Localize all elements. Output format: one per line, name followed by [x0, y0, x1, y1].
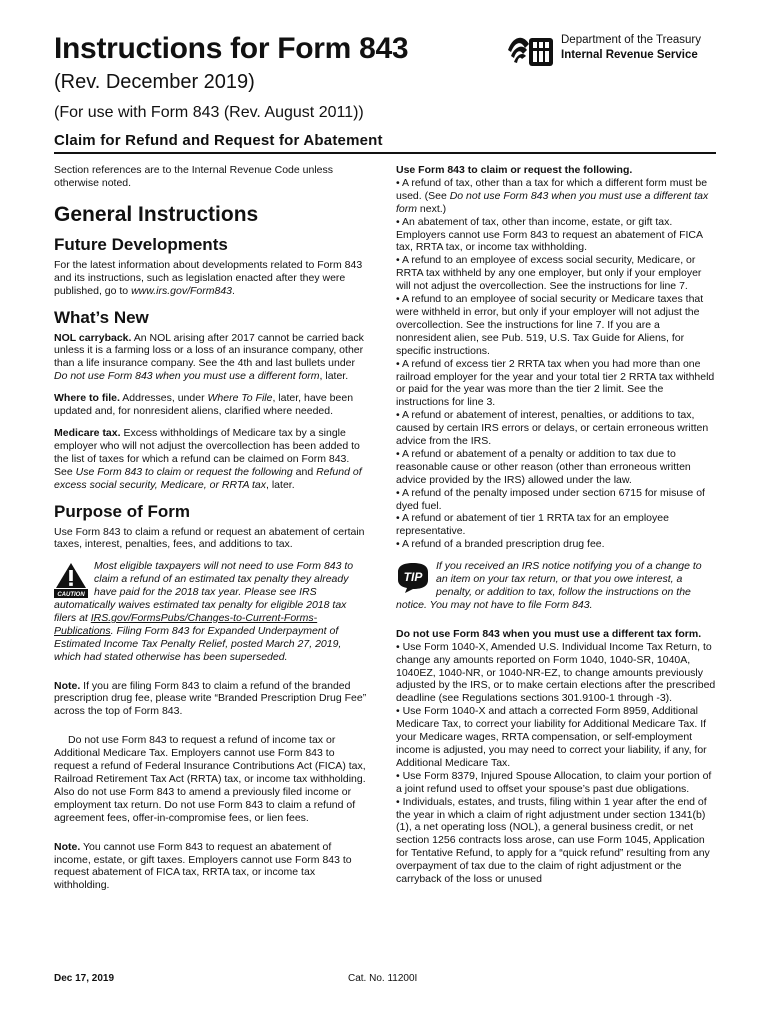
medicare-label: Medicare tax.: [54, 426, 121, 439]
note-abatement: Note. You cannot use Form 843 to request an abatement of income, estate, or gift taxes. Employers cannot use Form 843 to request abatement of FICA tax, RRTA tax, or income tax withholding.: [54, 840, 352, 892]
list-item: • An abatement of tax, other than income, estate, or gift tax. Employers cannot use Form 843 to request an abatement of FICA tax, RRTA tax, or income tax withholding.: [396, 215, 703, 254]
changes-to-forms-link[interactable]: IRS.gov/FormsPubs/Changes-to-Current-Forms-Publications: [54, 611, 318, 637]
note-branded-drug-fee: Note. If you are filing Form 843 to claim a refund of the branded prescription drug fee, please write “Branded Prescription Drug Fee” across the top of Form 843.: [54, 679, 367, 718]
right-column: [396, 164, 716, 886]
intro-text: Section references are to the Internal Revenue Code unless otherwise noted.: [54, 164, 334, 189]
future-developments-link[interactable]: www.irs.gov/Form843: [131, 284, 233, 297]
footer-date: Dec 17, 2019: [54, 973, 115, 984]
list-item: • A refund of tax, other than a tax for which a different form must be used. (See Do not use Form 843 when you must use a different tax form next.): [396, 176, 709, 215]
header-divider: [54, 152, 716, 154]
left-column: [54, 164, 370, 892]
where-to-file-paragraph: Where to file. Addresses, under Where To File, later, have been updated and, for nonresident aliens, clarified where needed.: [54, 392, 354, 418]
list-item: • Individuals, estates, and trusts, filing within 1 year after the end of the year in which a claim of right adjustment under section 1341(b)(1), a net operating loss (NOL), a general business credit, or net section 1256 contracts loss arose, can use Form 1045, Application for Tentative Refund, to apply for a “quick refund” resulting from any overpayment of tax due to the claim of right adjustment or the carryback of the loss or unused: [396, 795, 710, 886]
caution-label: CAUTION: [57, 592, 85, 599]
list-item: • A refund of a branded prescription drug fee.: [396, 538, 605, 551]
purpose-of-form-heading: Purpose of Form: [54, 501, 191, 521]
future-developments-heading: Future Developments: [54, 234, 228, 254]
list-item: • A refund or abatement of a penalty or addition to tax due to reasonable cause or other reason (other than erroneous written advice provided by the IRS) allowed under the law.: [396, 447, 691, 486]
list-item: • A refund of the penalty imposed under section 6715 for misuse of dyed fuel.: [396, 486, 705, 512]
do-not-use-heading: Do not use Form 843 when you must use a different tax form.: [396, 627, 702, 640]
nol-label: NOL carryback.: [54, 331, 132, 344]
purpose-text: Use Form 843 to claim a refund or request an abatement of certain taxes, interest, penalties, fees, and additions to tax.: [54, 525, 365, 551]
form-subtitle: Claim for Refund and Request for Abatement: [54, 132, 383, 149]
catalog-number: Cat. No. 11200I: [348, 973, 418, 984]
caution-icon: [54, 562, 88, 598]
use-form-heading: Use Form 843 to claim or request the following.: [396, 164, 633, 176]
list-item: • Use Form 1040-X and attach a corrected Form 8959, Additional Medicare Tax, to correct your liability for Additional Medicare Tax. If your Medicare wages, RRTA compensation, or self-employment income is adjusted, you may need to correct your liability, if any, for Additional Medicare Tax.: [396, 705, 707, 769]
caution-callout: CAUTION Most eligible taxpayers will not need to use Form 843 to claim a refund of an estimated tax penalty they already have paid for the 2018 tax year. Please see IRS automatically waives estimated tax penalty for eligible 2018 tax filers at IRS.gov/FormsPubs/Changes-to-Current-Forms-Publications. Filing Form 843 for Expanded Underpayment of Estimated Income Tax Penalty Relief, posted March 27, 2019, which had stated otherwise has been superseded.: [54, 560, 354, 663]
revision-date: (Rev. December 2019): [54, 71, 255, 93]
where-label: Where to file.: [54, 392, 120, 405]
tip-callout: TIP If you received an IRS notice notifying you of a change to an item on your tax return, or that you owe interest, a penalty, or addition to tax, follow the instructions on the notice. You may not have to file Form 843.: [396, 560, 702, 611]
list-item: • A refund or abatement of interest, penalties, or additions to tax, caused by certain IRS errors or delays, or certain erroneous written advice from the IRS.: [396, 409, 709, 448]
agency-name: Internal Revenue Service: [561, 49, 698, 61]
list-item: • A refund to an employee of excess social security, Medicare, or RRTA tax withheld by any one employer, but only if your employer will not adjust the overcollection. See the instructions for line 7.: [396, 254, 702, 293]
medicare-tax-paragraph: Medicare tax. Excess withholdings of Medicare tax by a single employer who will not adjust the overcollection has been added to the list of taxes for which a refund can be claimed on Form 843. See Use Form 843 to claim or request the following and Refund of excess social security, Medicare, or RRTA tax, later.: [54, 426, 362, 491]
list-item: • A refund or abatement of tier 1 RRTA tax for an employee representative.: [396, 512, 669, 538]
tip-icon: [396, 562, 430, 594]
list-item: • Use Form 8379, Injured Spouse Allocation, to claim your portion of a joint refund used to offset your spouse’s past due obligations.: [396, 769, 712, 795]
tip-label: TIP: [403, 570, 423, 585]
do-not-use-paragraph: Do not use Form 843 to request a refund of income tax or Additional Medicare Tax. Employers cannot use Form 843 to request a refund of Federal Insurance Contributions Act (FICA) tax, Railroad Retirement Tax Act (RRTA) tax, or income tax withholding. Also do not use Form 843 to amend a previously filed income or employment tax return. Do not use Form 843 to claim a refund of agreement fees, offer-in-compromise fees, or lien fees.: [54, 734, 366, 824]
form-version-note: (For use with Form 843 (Rev. August 2011)): [54, 104, 364, 121]
whats-new-heading: What’s New: [54, 307, 149, 327]
nol-carryback-paragraph: NOL carryback. An NOL arising after 2017 cannot be carried back unless it is a farming loss or a loss of an insurance company, other than a life insurance company. See the 4th and last bullets under Do not use Form 843 when you must use a different form, later.: [54, 331, 364, 383]
list-item: • A refund of excess tier 2 RRTA tax when you had more than one railroad employer for the year and your total tier 2 RRTA tax withheld or paid for the year was more than the tier 2 limit. See the instructions for line 3.: [396, 357, 715, 409]
page-title: Instructions for Form 843: [54, 32, 409, 65]
department-name: Department of the Treasury: [561, 34, 701, 46]
general-instructions-heading: General Instructions: [54, 202, 259, 226]
list-item: • A refund to an employee of social security or Medicare taxes that were withheld in error, but only if your employer will not adjust the overcollection. See the instructions for line 7. If you are a nonresident alien, see Pub. 519, U.S. Tax Guide for Aliens, for specific instructions.: [396, 293, 704, 357]
list-item: • Use Form 1040-X, Amended U.S. Individual Income Tax Return, to change any amounts reported on Form 1040, 1040-SR, 1040A, 1040EZ, 1040-NR, or 1040-NR-EZ, to change amounts previously adjusted by the IRS, or to make certain elections after the prescribed deadline (see Regulations sections 301.9100-1 through -3).: [396, 640, 716, 705]
irs-eagle-logo-icon: [505, 30, 555, 70]
future-developments-text: For the latest information about developments related to Form 843 and its instructions, such as legislation enacted after they were published, go to www.irs.gov/Form843.: [54, 258, 363, 297]
